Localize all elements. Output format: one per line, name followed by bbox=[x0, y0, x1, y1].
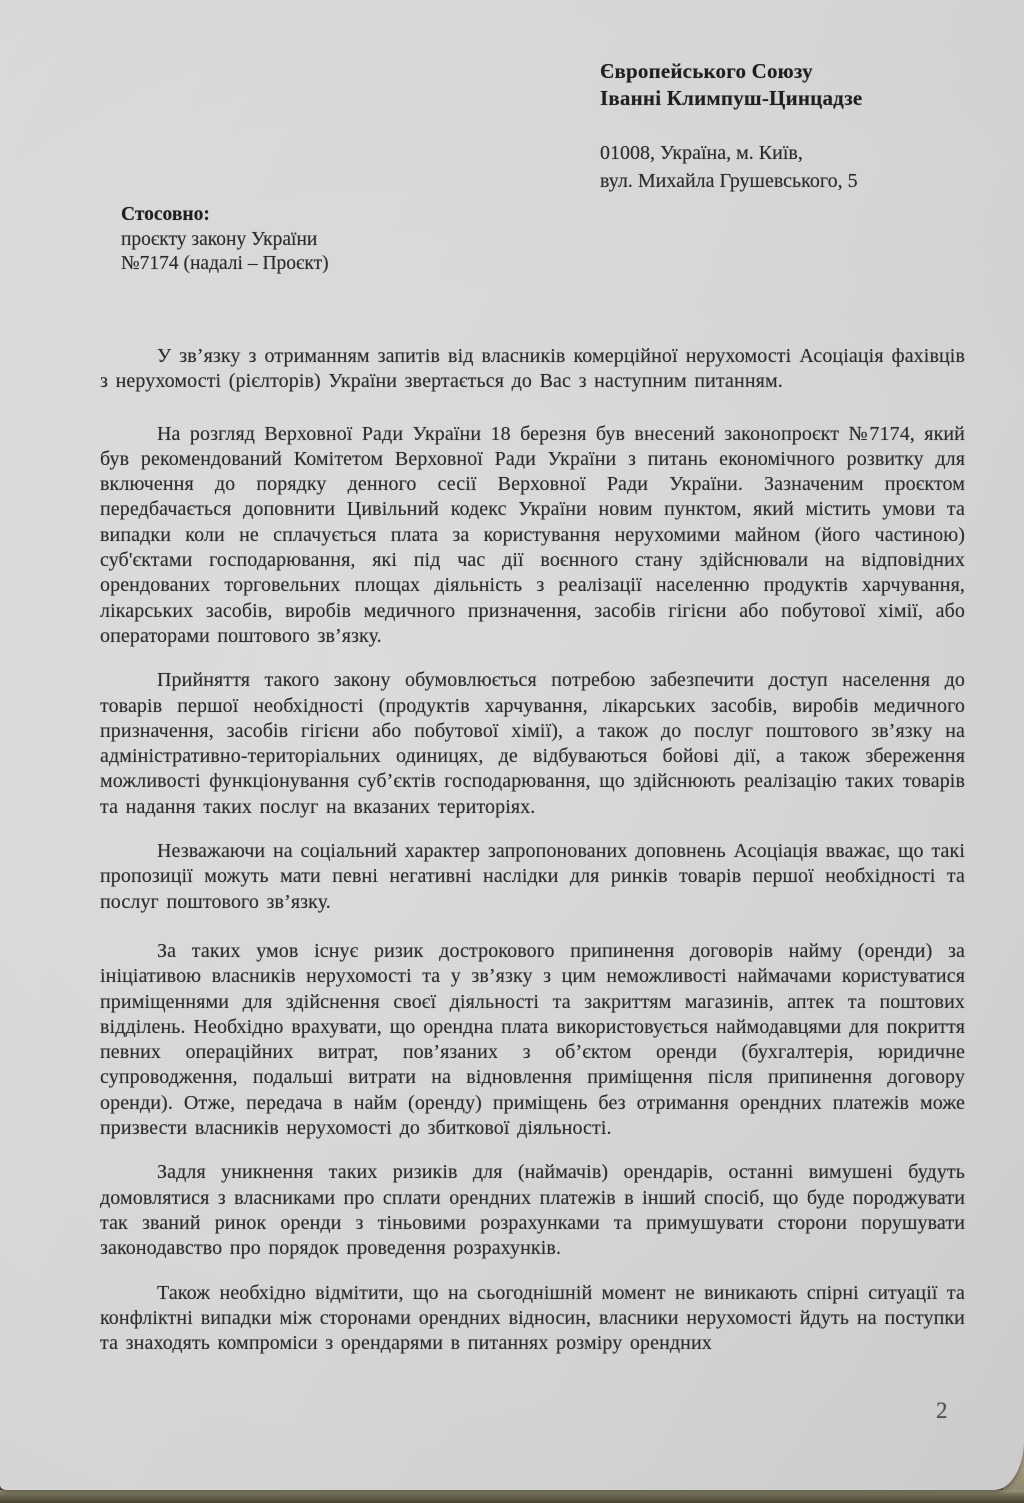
recipient-name-line: Європейського Союзу bbox=[600, 59, 813, 83]
recipient-address-line: вул. Михайла Грушевського, 5 bbox=[600, 170, 858, 192]
body-paragraph: Задля уникнення таких ризиків для (наймачів) орендарів, останні вимушені будуть домовлятися з власниками про сплати орендних платежів в інший спосіб, що буде породжувати так званий ринок оренди з тіньовими розрахунками та примушувати сторони порушувати законодавство про порядок проведення розрахунків. bbox=[100, 1161, 965, 1260]
subject-line: №7174 (надалі – Проєкт) bbox=[121, 253, 329, 274]
body-paragraph: Прийняття такого закону обумовлюється потребою забезпечити доступ населення до товарів першої необхідності (продуктів харчування, лікарських засобів, виробів медичного призначення, засобів гігієни або побутової хімії), а також до послуг поштового зв’язку на адміністративно-територіальних одиницях, де відбуваються бойові дії, а також збереження можливості функціонування суб’єктів господарювання, що здійснюють реалізацію таких товарів та надання таких послуг на вказаних територіях. bbox=[100, 669, 965, 818]
subject-label: Стосовно: bbox=[121, 204, 210, 225]
recipient-block bbox=[600, 58, 980, 195]
body-paragraph: На розгляд Верховної Ради України 18 березня був внесений законопроєкт №7174, який був рекомендований Комітетом Верховної Ради України з питань економічного розвитку для включення до порядку денного сесії Верховної Ради України. Зазначеним проєктом передбачається доповнити Цивільний кодекс України новим пунктом, який містить умови та випадки коли не сплачується плата за користування нерухомими майном (його частиною) суб'єктами господарювання, які під час дії воєнного стану здійснювали на відповідних орендованих торговельних площах діяльність з реалізації населенню продуктів харчування, лікарських засобів, виробів медичного призначення, засобів гігієни або побутової хімії, або операторами поштового зв’язку. bbox=[100, 422, 965, 647]
subject-line: проєкту закону України bbox=[121, 228, 318, 250]
recipient-address-line: 01008, Україна, м. Київ, bbox=[600, 142, 803, 164]
body-paragraph: Незважаючи на соціальний характер запропонованих доповнень Асоціація вважає, що такі пропозиції можуть мати певні негативні наслідки для ринків товарів першої необхідності та послуг поштового зв’язку. bbox=[100, 840, 965, 913]
body-paragraph: За таких умов існує ризик дострокового припинення договорів найму (оренди) за ініціативою власників нерухомості та у зв’язку з цим неможливості наймачами користуватися приміщеннями для здійснення своєї діяльності та закриттям магазинів, аптек та поштових відділень. Необхідно врахувати, що орендна плата використовується наймодавцями для покриття певних операційних витрат, пов’язаних з об’єктом оренди (бухгалтерія, юридичне супроводження, подальші витрати на відновлення приміщення після припинення договору оренди). Отже, передача в найм (оренду) приміщень без отримання орендних платежів може призвести власників нерухомості до збиткової діяльності. bbox=[100, 939, 965, 1140]
body-paragraph: У зв’язку з отриманням запитів від власників комерційної нерухомості Асоціація фахівців з нерухомості (рієлторів) України звертається до Вас з наступним питанням. bbox=[100, 345, 965, 393]
letter-body bbox=[100, 344, 965, 1356]
subject-block bbox=[121, 203, 541, 277]
table-shadow-strip bbox=[0, 1490, 1024, 1503]
page-number: 2 bbox=[936, 1398, 948, 1423]
recipient-name-line: Іванні Климпуш-Цинцадзе bbox=[600, 86, 863, 110]
body-paragraph: Також необхідно відмітити, що на сьогоднішній момент не виникають спірні ситуації та конфліктні випадки між сторонами орендних відносин, власники нерухомості йдуть на поступки та знаходять компроміси з орендарями в питаннях розміру орендних bbox=[100, 1281, 965, 1355]
